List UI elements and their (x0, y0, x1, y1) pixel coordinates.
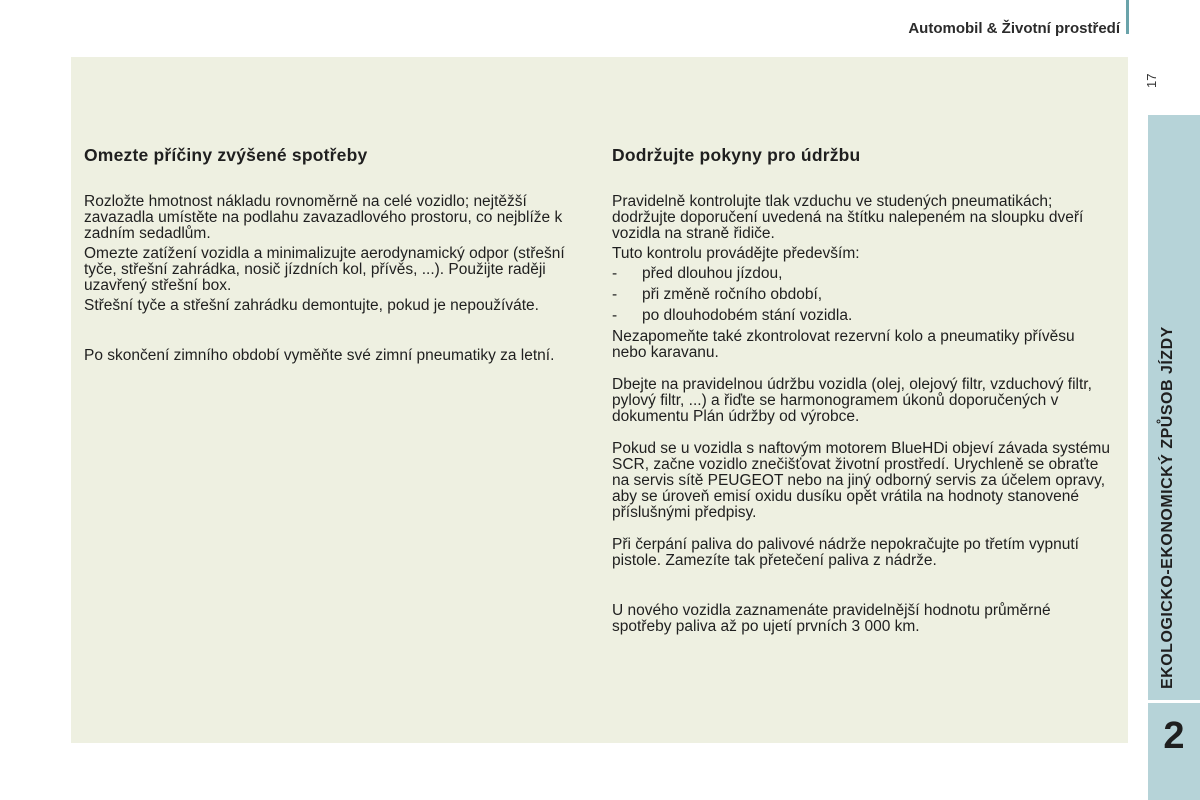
list-item (612, 266, 1112, 282)
chapter-number: 2 (1163, 715, 1185, 757)
dash-bullet: - (612, 286, 618, 303)
paragraph: U nového vozidla zaznamenáte pravidelnější hodnotu průměrné spotřeby paliva až po ujetí prvních 3 000 km. (612, 602, 1051, 635)
paragraph: Omezte zatížení vozidla a minimalizujte aerodynamický odpor (střešní tyče, střešní zahrádka, nosič jízdních kol, přívěs, ...). Použijte raději uzavřený střešní box. (84, 245, 565, 294)
paragraph: Dbejte na pravidelnou údržbu vozidla (olej, olejový filtr, vzduchový filtr, pylový filtr, ...) a řiďte se harmonogramem úkonů doporučených v dokumentu Plán údržby od výrobce. (612, 376, 1092, 425)
check-list (612, 266, 1112, 324)
paragraph: Při čerpání paliva do palivové nádrže nepokračujte po třetím vypnutí pistole. Zamezíte tak přetečení paliva z nádrže. (612, 536, 1079, 569)
left-heading: Omezte příčiny zvýšené spotřeby (84, 145, 368, 165)
paragraph: Pravidelně kontrolujte tlak vzduchu ve studených pneumatikách; dodržujte doporučení uvedená na štítku nalepeném na sloupku dveří vozidla na straně řidiče. (612, 193, 1084, 242)
right-column (612, 144, 1112, 639)
paragraph: Po skončení zimního období vyměňte své zimní pneumatiky za letní. (84, 347, 555, 364)
dash-bullet: - (612, 265, 618, 282)
list-item-text: při změně ročního období, (642, 286, 823, 303)
section-title: Automobil & Životní prostředí (908, 20, 1120, 37)
list-item-text: po dlouhodobém stání vozidla. (642, 307, 853, 324)
header-accent-bar (1126, 0, 1129, 34)
list-item (612, 287, 1112, 303)
paragraph: Nezapomeňte také zkontrolovat rezervní kolo a pneumatiky přívěsu nebo karavanu. (612, 328, 1075, 361)
page-number: 17 (1144, 73, 1159, 88)
right-heading: Dodržujte pokyny pro údržbu (612, 145, 861, 165)
left-column (84, 144, 584, 368)
paragraph: Pokud se u vozidla s naftovým motorem BlueHDi objeví závada systému SCR, začne vozidlo znečišťovat životní prostředí. Urychleně se obraťte na servis sítě PEUGEOT nebo na jiný odborný servis za účelem opravy, aby se úroveň emisí oxidu dusíku opět vrátila na hodnoty stanovené příslušnými předpisy. (612, 440, 1110, 521)
paragraph: Rozložte hmotnost nákladu rovnoměrně na celé vozidlo; nejtěžší zavazadla umístěte na podlahu zavazadlového prostoru, co nejblíže k zadním sedadlům. (84, 193, 563, 242)
chapter-side-tab[interactable] (1148, 115, 1200, 800)
paragraph: Střešní tyče a střešní zahrádku demontujte, pokud je nepoužíváte. (84, 297, 539, 314)
list-item (612, 308, 1112, 324)
dash-bullet: - (612, 307, 618, 324)
paragraph: Tuto kontrolu provádějte především: (612, 245, 860, 262)
list-item-text: před dlouhou jízdou, (642, 265, 783, 282)
chapter-label: EKOLOGICKO-EKONOMICKÝ ZPŮSOB JÍZDY (1159, 326, 1176, 689)
tab-divider (1148, 700, 1200, 703)
